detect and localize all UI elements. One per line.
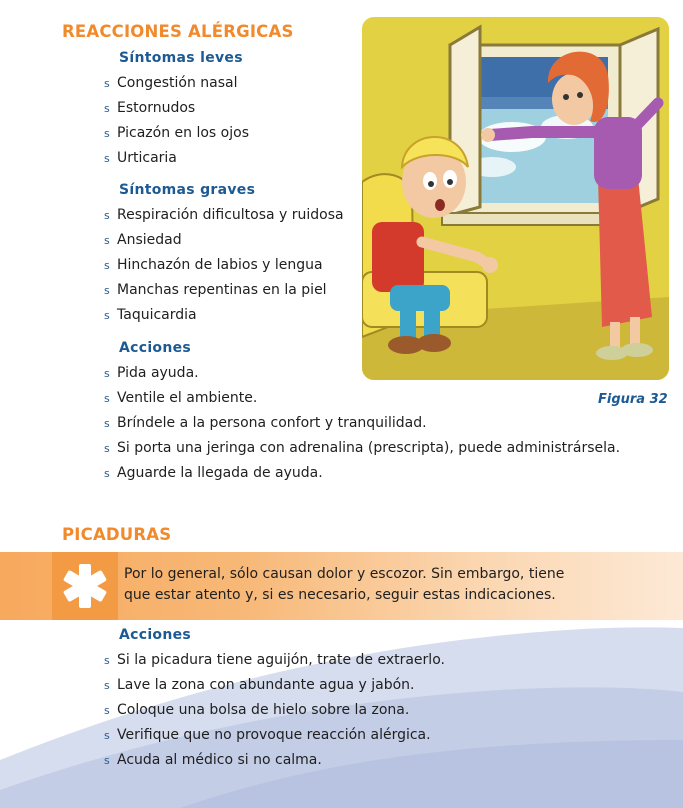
subtitle-actions-allergic: Acciones xyxy=(119,340,192,356)
list-item xyxy=(104,253,344,278)
list-item xyxy=(104,648,445,673)
list-item-text: Estornudos xyxy=(117,100,196,116)
figure-caption: Figura 32 xyxy=(598,392,668,407)
list-item xyxy=(104,386,620,411)
list-item xyxy=(104,723,445,748)
bullet-marker: s xyxy=(104,77,110,90)
mild-symptoms-list xyxy=(104,71,249,171)
list-item-text: Congestión nasal xyxy=(117,75,238,91)
list-item-text: Hinchazón de labios y lengua xyxy=(117,257,323,273)
list-item xyxy=(104,698,445,723)
list-item xyxy=(104,228,344,253)
bullet-marker: s xyxy=(104,392,110,405)
list-item-text: Coloque una bolsa de hielo sobre la zona. xyxy=(117,702,410,718)
bullet-marker: s xyxy=(104,442,110,455)
info-icon-box xyxy=(52,552,118,620)
list-item-text: Si la picadura tiene aguijón, trate de extraerlo. xyxy=(117,652,445,668)
list-item-text: Manchas repentinas en la piel xyxy=(117,282,327,298)
illustration-figure xyxy=(362,17,669,380)
list-item xyxy=(104,411,620,436)
list-item-text: Verifique que no provoque reacción alérgica. xyxy=(117,727,431,743)
bullet-marker: s xyxy=(104,654,110,667)
list-item xyxy=(104,461,620,486)
bullet-marker: s xyxy=(104,102,110,115)
subtitle-severe-symptoms: Síntomas graves xyxy=(119,182,256,198)
bullet-marker: s xyxy=(104,729,110,742)
bullet-marker: s xyxy=(104,309,110,322)
bullet-marker: s xyxy=(104,209,110,222)
bullet-marker: s xyxy=(104,679,110,692)
subtitle-actions-stings: Acciones xyxy=(119,627,192,643)
list-item xyxy=(104,96,249,121)
section-title-allergic-reactions: REACCIONES ALÉRGICAS xyxy=(62,22,294,41)
bullet-marker: s xyxy=(104,467,110,480)
bullet-marker: s xyxy=(104,417,110,430)
list-item-text: Lave la zona con abundante agua y jabón. xyxy=(117,677,415,693)
list-item-text: Bríndele a la persona confort y tranquilidad. xyxy=(117,415,427,431)
bullet-marker: s xyxy=(104,127,110,140)
info-note-line-1: Por lo general, sólo causan dolor y escozor. Sin embargo, tiene xyxy=(124,566,565,582)
list-item-text: Ventile el ambiente. xyxy=(117,390,258,406)
list-item-text: Ansiedad xyxy=(117,232,182,248)
bullet-marker: s xyxy=(104,704,110,717)
severe-symptoms-list xyxy=(104,203,344,328)
info-note xyxy=(124,564,624,606)
bullet-marker: s xyxy=(104,152,110,165)
section-title-stings: PICADURAS xyxy=(62,525,172,544)
list-item-text: Aguarde la llegada de ayuda. xyxy=(117,465,323,481)
list-item xyxy=(104,436,620,461)
bullet-marker: s xyxy=(104,259,110,272)
list-item-text: Pida ayuda. xyxy=(117,365,199,381)
list-item xyxy=(104,203,344,228)
illustration-allergic-child xyxy=(362,17,669,380)
list-item-text: Picazón en los ojos xyxy=(117,125,249,141)
list-item xyxy=(104,278,344,303)
list-item xyxy=(104,71,249,96)
list-item-text: Urticaria xyxy=(117,150,177,166)
bullet-marker: s xyxy=(104,234,110,247)
stings-actions-list xyxy=(104,648,445,773)
list-item xyxy=(104,673,445,698)
subtitle-mild-symptoms: Síntomas leves xyxy=(119,50,243,66)
list-item xyxy=(104,121,249,146)
bullet-marker: s xyxy=(104,284,110,297)
list-item-text: Respiración dificultosa y ruidosa xyxy=(117,207,344,223)
list-item-text: Si porta una jeringa con adrenalina (prescripta), puede administrársela. xyxy=(117,440,621,456)
list-item-text: Acuda al médico si no calma. xyxy=(117,752,322,768)
info-note-line-2: que estar atento y, si es necesario, seguir estas indicaciones. xyxy=(124,587,556,603)
list-item xyxy=(104,303,344,328)
bullet-marker: s xyxy=(104,754,110,767)
list-item xyxy=(104,146,249,171)
bullet-marker: s xyxy=(104,367,110,380)
list-item xyxy=(104,748,445,773)
asterisk-icon xyxy=(52,552,118,620)
list-item-text: Taquicardia xyxy=(117,307,197,323)
